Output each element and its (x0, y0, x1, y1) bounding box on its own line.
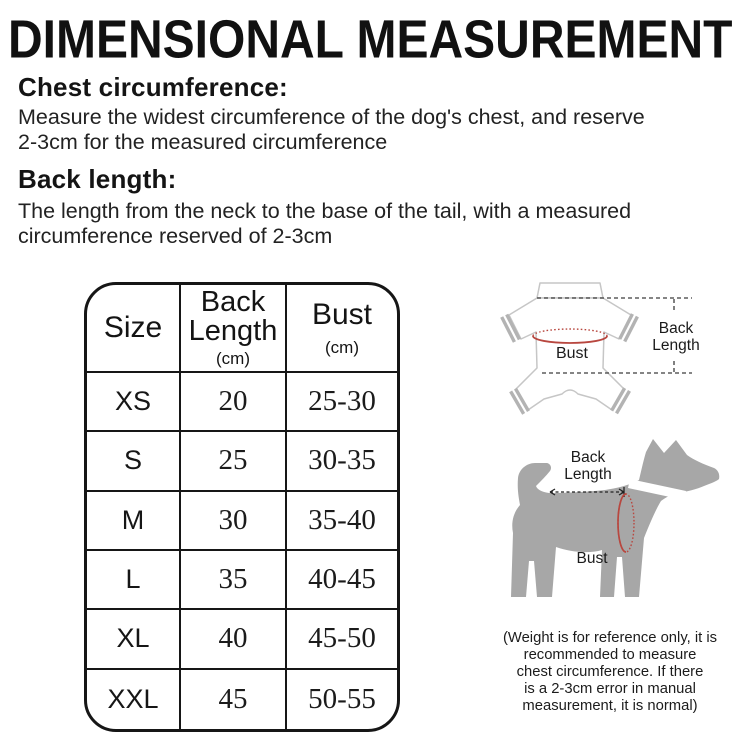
weight-reference-note (476, 630, 744, 715)
chest-text-line2: 2-3cm for the measured circumference (18, 130, 388, 154)
dog-diagram (500, 434, 728, 608)
back-text-line2: circumference reserved of 2-3cm (18, 224, 333, 248)
note-line1: (Weight is for reference only, it is (502, 630, 718, 646)
dog-back-label-line1: Back (570, 449, 606, 466)
note-line5: measurement, it is normal) (522, 698, 698, 714)
row-m-back: 30 (181, 492, 287, 551)
row-xxl-bust: 50-55 (308, 682, 376, 715)
dog-silhouette (511, 439, 719, 597)
back-length-heading: Back length: (18, 164, 177, 194)
chest-circumference-text (18, 105, 645, 155)
dog-back-label-line2: Length (564, 466, 612, 483)
chest-circumference-heading: Chest circumference: (18, 72, 288, 102)
row-m-size: M (87, 492, 181, 551)
back-length-text (18, 199, 631, 249)
row-s-back: 25 (181, 432, 287, 491)
header-back-length (181, 285, 287, 373)
row-xl-bust: 45-50 (287, 610, 397, 669)
row-l-size: L (87, 551, 181, 610)
row-xs-bust: 25-30 (287, 373, 397, 432)
row-xl-back: 40 (181, 610, 287, 669)
header-back-unit: (cm) (216, 349, 250, 368)
header-size (87, 285, 181, 373)
header-back-line1: Back (200, 286, 266, 318)
row-xl-size: XL (87, 610, 181, 669)
size-table (84, 282, 400, 732)
garment-back-label-line1: Back (658, 320, 694, 337)
garment-bust-label: Bust (555, 345, 589, 362)
row-l-back: 35 (181, 551, 287, 610)
note-line3: chest circumference. If there (516, 664, 704, 680)
row-xxl-back: 45 (181, 670, 287, 729)
back-text-line1: The length from the neck to the base of the tail, with a measured (18, 199, 632, 223)
chest-text-line1: Measure the widest circumference of the dog's chest, and reserve (18, 105, 645, 129)
dog-bust-label: Bust (576, 550, 608, 567)
garment-diagram (495, 276, 710, 418)
header-back-line2: Length (188, 315, 278, 347)
header-bust (287, 285, 397, 373)
row-xxl-size: XXL (87, 670, 181, 729)
garment-collar (537, 283, 603, 298)
row-l-bust: 40-45 (287, 551, 397, 610)
note-line2: recommended to measure (523, 647, 697, 663)
row-s-bust: 30-35 (287, 432, 397, 491)
row-m-bust: 35-40 (287, 492, 397, 551)
header-size-label: Size (103, 311, 163, 344)
row-s-size: S (87, 432, 181, 491)
row-xs-back: 20 (181, 373, 287, 432)
row-xs-size: XS (87, 373, 181, 432)
note-line4: is a 2-3cm error in manual (524, 681, 696, 697)
garment-back-label-line2: Length (652, 337, 700, 354)
header-bust-label: Bust (311, 298, 373, 331)
page-title: DIMENSIONAL MEASUREMENT (8, 10, 733, 70)
header-bust-unit: (cm) (325, 338, 359, 357)
